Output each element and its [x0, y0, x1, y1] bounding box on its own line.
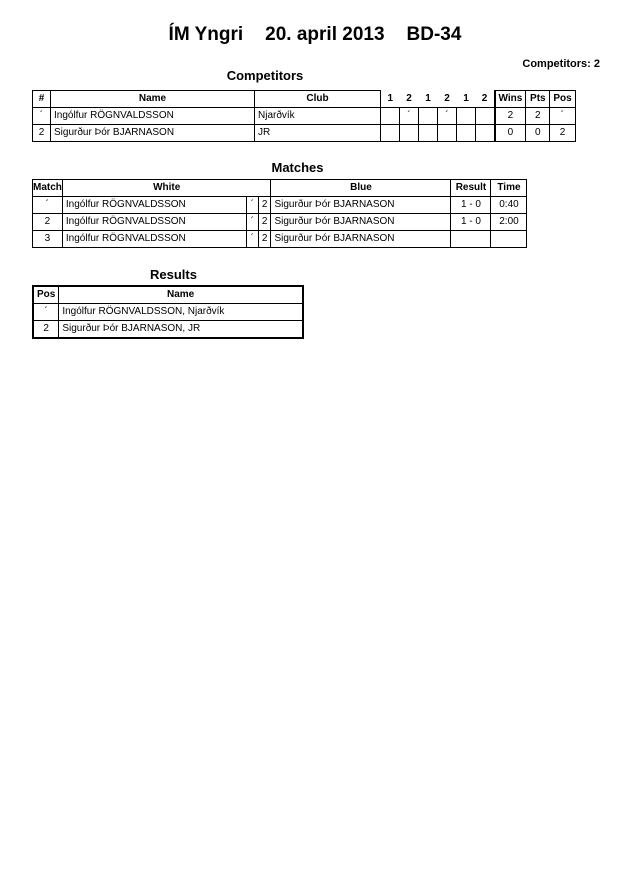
col-r2: 2 — [406, 92, 412, 104]
col-name: Name — [59, 286, 303, 304]
round-cell — [381, 108, 400, 125]
competitor-pts: 2 — [526, 108, 550, 125]
white-competitor: Ingólfur RÖGNVALDSSON — [62, 231, 246, 248]
competitors-count: Competitors: 2 — [522, 58, 600, 70]
competitors-heading: Competitors — [226, 68, 304, 83]
blue-number: 2 — [258, 214, 271, 231]
competitor-wins: 2 — [495, 108, 526, 125]
white-number: ´ — [246, 214, 258, 231]
col-r5: 1 — [463, 92, 469, 104]
results-table — [32, 285, 304, 339]
table-row — [33, 321, 303, 339]
competitor-wins: 0 — [495, 125, 526, 142]
round-cell — [381, 125, 400, 142]
round-cell — [438, 125, 457, 142]
match-number: ´ — [33, 197, 63, 214]
result-pos: 2 — [33, 321, 59, 339]
competitor-name: Ingólfur RÖGNVALDSSON — [51, 108, 255, 125]
round-cell — [457, 108, 476, 125]
blue-number: 2 — [258, 197, 271, 214]
col-r4: 2 — [444, 92, 450, 104]
competitor-pos: 2 — [550, 125, 575, 142]
match-time: 0:40 — [491, 197, 527, 214]
competitor-club: JR — [255, 125, 381, 142]
col-pts: Pts — [526, 91, 550, 108]
match-number: 2 — [33, 214, 63, 231]
competitors-header-row — [33, 91, 576, 108]
col-pos: Pos — [550, 91, 575, 108]
matches-heading: Matches — [271, 160, 324, 175]
round-cell — [457, 125, 476, 142]
competitor-pos: ´ — [550, 108, 575, 125]
results-heading: Results — [150, 267, 197, 282]
table-row — [33, 304, 303, 321]
matches-table — [32, 179, 527, 248]
page-title — [0, 24, 630, 46]
results-header-row — [33, 286, 303, 304]
table-row — [33, 231, 527, 248]
table-row — [33, 214, 527, 231]
white-competitor: Ingólfur RÖGNVALDSSON — [62, 197, 246, 214]
competitor-pts: 0 — [526, 125, 550, 142]
match-time: 2:00 — [491, 214, 527, 231]
col-result: Result — [451, 180, 491, 197]
table-row — [33, 125, 576, 142]
round-cell — [400, 125, 419, 142]
white-number: ´ — [246, 231, 258, 248]
match-time — [491, 231, 527, 248]
col-club: Club — [255, 91, 381, 108]
table-row — [33, 197, 527, 214]
competitor-name: Sigurður Þór BJARNASON — [51, 125, 255, 142]
col-white: White — [62, 180, 271, 197]
matches-header-row — [33, 180, 527, 197]
round-cell: ´ — [400, 108, 419, 125]
col-r6: 2 — [481, 92, 488, 104]
col-name: Name — [51, 91, 255, 108]
competitor-num: 2 — [33, 125, 51, 142]
match-result: 1 - 0 — [451, 214, 491, 231]
match-number: 3 — [33, 231, 63, 248]
blue-competitor: Sigurður Þór BJARNASON — [271, 197, 451, 214]
col-r1: 1 — [387, 92, 394, 104]
result-name: Ingólfur RÖGNVALDSSON, Njarðvík — [59, 304, 303, 321]
white-competitor: Ingólfur RÖGNVALDSSON — [62, 214, 246, 231]
col-pos: Pos — [33, 286, 59, 304]
table-row — [33, 108, 576, 125]
round-cell — [476, 108, 495, 125]
event-date: 20. april 2013 — [265, 24, 385, 45]
col-r3: 1 — [425, 92, 431, 104]
result-name: Sigurður Þór BJARNASON, JR — [59, 321, 303, 339]
event-category: BD-34 — [406, 24, 462, 45]
col-match: Match — [33, 180, 63, 197]
round-cell — [419, 108, 438, 125]
col-num: # — [33, 91, 51, 108]
match-result: 1 - 0 — [451, 197, 491, 214]
round-cell — [419, 125, 438, 142]
competitors-table — [32, 90, 576, 142]
blue-competitor: Sigurður Þór BJARNASON — [271, 214, 451, 231]
col-time: Time — [491, 180, 527, 197]
col-blue: Blue — [271, 180, 451, 197]
competitor-num: ´ — [33, 108, 51, 125]
result-pos: ´ — [33, 304, 59, 321]
blue-number: 2 — [258, 231, 271, 248]
round-cell — [476, 125, 495, 142]
event-name: ÍM Yngri — [168, 24, 244, 45]
blue-competitor: Sigurður Þór BJARNASON — [271, 231, 451, 248]
col-wins: Wins — [495, 91, 526, 108]
white-number: ´ — [246, 197, 258, 214]
match-result — [451, 231, 491, 248]
competitor-club: Njarðvík — [255, 108, 381, 125]
round-cell: ´ — [438, 108, 457, 125]
